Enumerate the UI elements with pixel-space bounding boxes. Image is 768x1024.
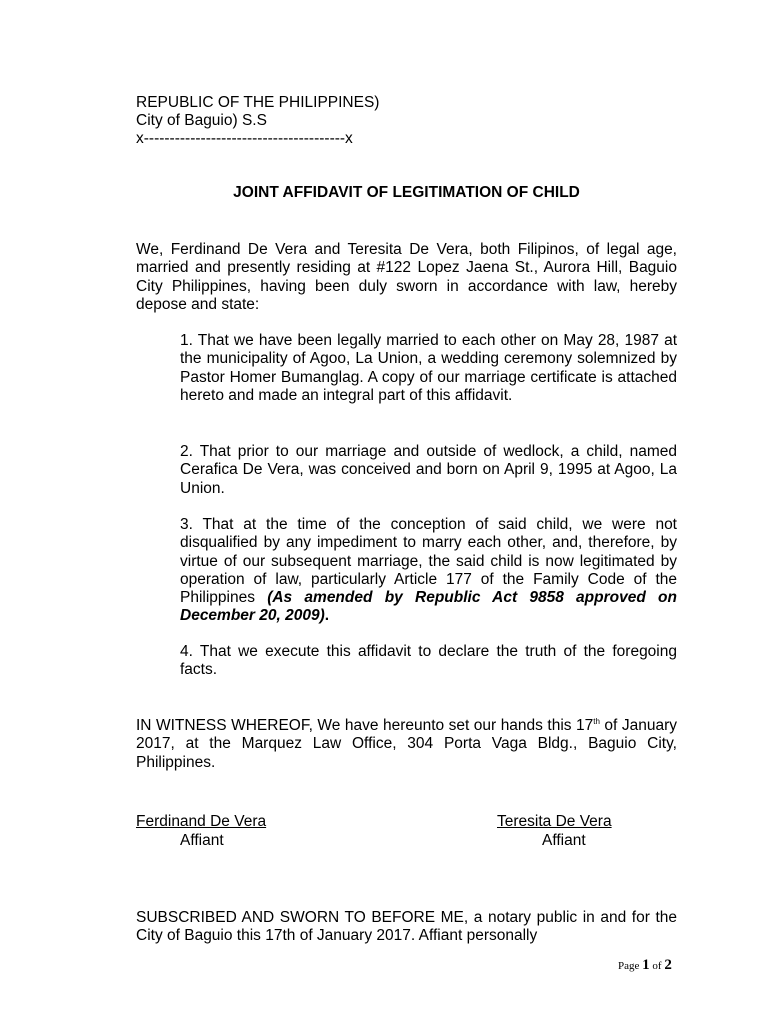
signature-block-1: [136, 812, 266, 850]
item3-main-text: 3. That at the time of the conception of said child, we were not disqualified by any impediment to marry each other, and, therefore, by virtue of our subsequent marriage, the said child is now legitimated by operation of law, particularly Article 177 of the Family Code of the Philippines: [180, 516, 677, 607]
affiant-1-role: Affiant: [180, 832, 224, 849]
caption-republic: REPUBLIC OF THE PHILIPPINES): [136, 94, 380, 111]
jurat-paragraph: [136, 909, 677, 946]
statement-item-4: 4. That we execute this affidavit to declare the truth of the foregoing facts.: [180, 643, 677, 679]
witness-end: of January 2017, at the Marquez Law Office, 304 Porta Vaga Bldg., Baguio City, Philippines.: [136, 717, 677, 771]
venue-caption: [136, 94, 379, 148]
statement-item-2: 2. That prior to our marriage and outside of wedlock, a child, named Cerafica De Vera, was conceived and born on April 9, 1995 at Agoo, La Union.: [180, 443, 677, 497]
page-word: Page: [618, 960, 640, 972]
page-of-word: of: [652, 960, 662, 972]
document-title: JOINT AFFIDAVIT OF LEGITIMATION OF CHILD: [233, 184, 580, 201]
statement-item-1: 1. That we have been legally married to each other on May 28, 1987 at the municipality of Agoo, La Union, a wedding ceremony solemnized by Pastor Homer Bumanglag. A copy of our marriage certificate is attached hereto and made an integral part of this affidavit.: [180, 332, 677, 404]
witness-paragraph: [136, 717, 677, 772]
page-current: 1: [642, 957, 650, 973]
caption-city: City of Baguio) S.S: [136, 112, 267, 129]
intro-paragraph: We, Ferdinand De Vera and Teresita De Vera, both Filipinos, of legal age, married and presently residing at #122 Lopez Jaena St., Aurora Hill, Baguio City Philippines, having been duly sworn in accordance with law, hereby depose and state:: [136, 241, 677, 313]
witness-start: IN WITNESS WHEREOF, We have hereunto set our hands this 17: [136, 717, 594, 734]
affiant-1-name: Ferdinand De Vera: [136, 813, 267, 830]
witness-superscript: th: [593, 716, 600, 726]
signature-block-2: [497, 812, 612, 850]
item3-amendment-text: (As amended by Republic Act 9858 approved on December 20, 2009): [180, 589, 677, 625]
jurat-lead: SUBSCRIBED AND SWORN TO BEFORE ME,: [136, 909, 469, 926]
affiant-2-name: Teresita De Vera: [497, 813, 612, 830]
page-total: 2: [664, 957, 672, 973]
item3-period: .: [324, 607, 330, 625]
caption-divider: x---------------------------------------x: [136, 130, 353, 147]
statement-item-3: [180, 516, 677, 626]
affiant-2-role: Affiant: [542, 832, 586, 849]
page-footer: [618, 957, 672, 974]
jurat-rest: a notary public in and for the City of Baguio this 17th of January 2017. Affiant personally: [136, 909, 678, 945]
